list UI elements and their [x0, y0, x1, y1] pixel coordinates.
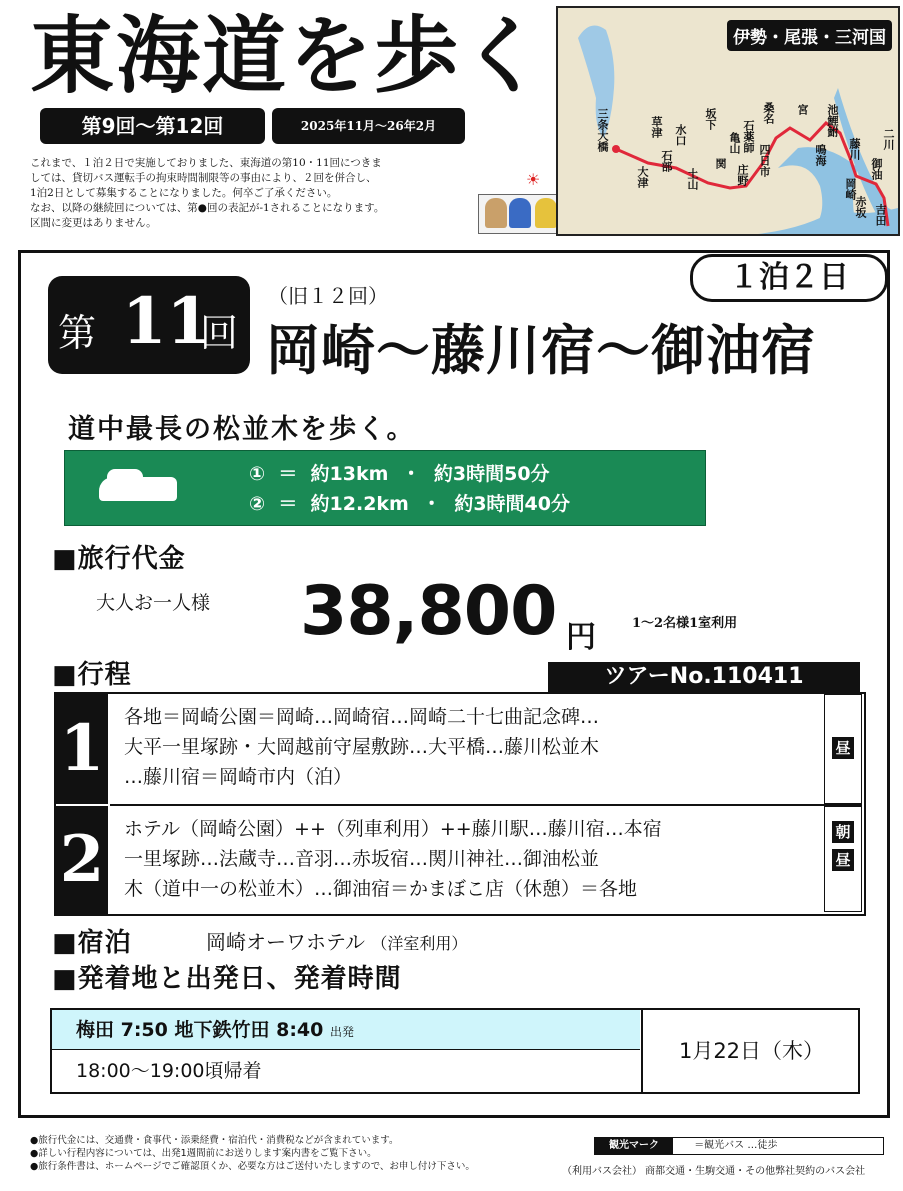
station-label: 鳴海	[814, 144, 827, 166]
guide-icon	[535, 198, 557, 228]
hotel-room-note: （洋室利用）	[371, 934, 468, 953]
station-label: 池鯉鮒	[826, 104, 839, 137]
episode-badge	[48, 276, 250, 374]
room-note: 1〜2名様1室利用	[632, 616, 738, 631]
meal-lunch: 昼	[832, 849, 854, 871]
itinerary-line: 一里塚跡…法蔵寺…音羽…赤坂宿…関川神社…御油松並	[124, 848, 600, 870]
walk-day1: ① ＝ 約13km ・ 約3時間50分	[249, 463, 550, 485]
station-label: 御油	[870, 158, 883, 180]
badge-prefix: 第	[58, 311, 97, 355]
region-label: 伊勢・尾張・三河国	[727, 20, 892, 51]
station-label: 関	[714, 158, 727, 169]
stay-length-badge: １泊２日	[690, 254, 888, 302]
old-episode-number: （旧１２回）	[268, 284, 388, 308]
station-label: 大津	[636, 166, 649, 188]
price-unit: 円	[566, 620, 596, 655]
station-label: 草津	[650, 116, 663, 138]
station-label: 庄野	[736, 164, 749, 186]
start-marker	[612, 145, 620, 153]
episode-range: 第9回〜第12回	[40, 108, 265, 144]
route-title: 岡崎〜藤川宿〜御油宿	[266, 319, 816, 382]
departure-table	[50, 1008, 860, 1094]
tour-number: ツアーNo.110411	[548, 662, 860, 692]
meal-column	[824, 806, 862, 912]
hotel-heading	[52, 922, 132, 959]
station-label: 二川	[882, 128, 895, 150]
day-number: 1	[56, 694, 108, 804]
day-description	[110, 814, 822, 904]
meal-column	[824, 694, 862, 804]
walker-icon	[485, 198, 507, 228]
hotel-info	[206, 926, 467, 955]
legend-key: 観光マーク	[595, 1138, 673, 1154]
walking-badge-icon	[509, 198, 531, 228]
hotel-heading-text: 宿泊	[77, 928, 132, 958]
station-label: 亀山	[728, 132, 741, 154]
itinerary-line: 木（道中一の松並木）…御油宿＝かまぼこ店（休憩）＝各地	[124, 878, 638, 900]
return-row: 18:00〜19:00頃帰着	[76, 1060, 262, 1082]
departure-times: 梅田 7:50 地下鉄竹田 8:40	[76, 1019, 324, 1041]
tour-period: 2025年11月〜26年2月	[272, 108, 465, 144]
station-label: 吉田	[874, 204, 887, 226]
footer-note: ●旅行条件書は、ホームページでご確認頂くか、必要な方はご送付いたしますので、お申し付け下さい。	[30, 1161, 475, 1172]
badge-suffix: 回	[200, 311, 239, 355]
notice-line: 1泊2日として募集することになりました。何卒ご了承ください。	[30, 187, 338, 199]
fare-heading-text: 旅行代金	[77, 544, 186, 574]
walk-day2: ② ＝ 約12.2km ・ 約3時間40分	[249, 493, 570, 515]
price: 38,800	[300, 572, 557, 651]
footer-note: ●旅行代金には、交通費・食事代・添乗経費・宿泊代・消費税などが含まれています。	[30, 1135, 399, 1146]
route-map	[556, 6, 900, 236]
itinerary-line: 各地＝岡崎公園＝岡崎…岡崎宿…岡崎二十七曲記念碑…	[124, 706, 600, 728]
station-label: 赤坂	[854, 196, 867, 218]
itinerary-heading-text: 行程	[77, 660, 132, 690]
catchphrase: 道中最長の松並木を歩く。	[68, 414, 416, 445]
station-label: 四日市	[758, 144, 771, 177]
legend-text: ＝観光バス …徒歩	[694, 1140, 778, 1151]
meal-breakfast: 朝	[832, 821, 854, 843]
fare-heading	[52, 538, 186, 575]
itinerary-line: 大平一里塚跡・大岡越前守屋敷跡…大平橋…藤川松並木	[124, 736, 600, 758]
sun-icon: ☀	[526, 170, 541, 189]
station-label: 坂下	[704, 108, 717, 130]
bus-company-note: （利用バス会社） 商都交通・生駒交通・その他弊社契約のバス会社	[562, 1166, 866, 1177]
itinerary-heading	[52, 654, 132, 691]
station-label: 岡崎	[844, 178, 857, 200]
footer-notes	[30, 1134, 475, 1173]
departure-heading	[52, 958, 402, 995]
itinerary-table	[54, 692, 866, 916]
notice-line: しては、貸切バス運転手の拘束時間制限等の事由により、２回を併合し、	[30, 172, 377, 184]
meal-lunch: 昼	[832, 737, 854, 759]
station-label: 水口	[674, 124, 687, 146]
day-description	[110, 702, 822, 792]
station-label: 石薬師	[742, 120, 755, 153]
notice-line: これまで、１泊２日で実施しておりました、東海道の第10・11回につきま	[30, 157, 382, 169]
station-label: 桑名	[762, 102, 775, 124]
day-number: 2	[56, 806, 108, 914]
itinerary-line: ホテル（岡崎公園）++（列車利用）++藤川駅…藤川宿…本宿	[124, 818, 662, 840]
day-divider	[110, 804, 862, 806]
departure-row	[52, 1010, 640, 1050]
badge-number: 11	[122, 284, 212, 359]
departure-suffix: 出発	[330, 1025, 355, 1039]
notice-text	[30, 156, 480, 231]
station-label: 宮	[796, 104, 809, 115]
station-label: 藤川	[848, 138, 861, 160]
map-legend	[594, 1137, 884, 1155]
station-label: 三条大橋	[596, 108, 609, 152]
footer-note: ●詳しい行程内容については、出発1週間前にお送りします案内書をご覧下さい。	[30, 1148, 377, 1159]
itinerary-line: …藤川宿＝岡崎市内（泊）	[124, 766, 353, 788]
page-title: 東海道を歩く	[30, 6, 547, 105]
notice-line: 区間に変更はありません。	[30, 217, 157, 229]
shoe-icon	[99, 477, 177, 501]
station-label: 石部	[660, 150, 673, 172]
walking-distance-bar	[64, 450, 706, 526]
fare-label: 大人お一人様	[96, 592, 211, 614]
departure-date: 1月22日（木）	[641, 1010, 860, 1092]
hotel-name: 岡崎オーワホテル	[206, 930, 365, 954]
notice-line: なお、以降の継続回については、第●回の表記が-1されることになります。	[30, 202, 385, 214]
departure-heading-text: 発着地と出発日、発着時間	[77, 964, 402, 994]
station-label: 土山	[686, 168, 699, 190]
